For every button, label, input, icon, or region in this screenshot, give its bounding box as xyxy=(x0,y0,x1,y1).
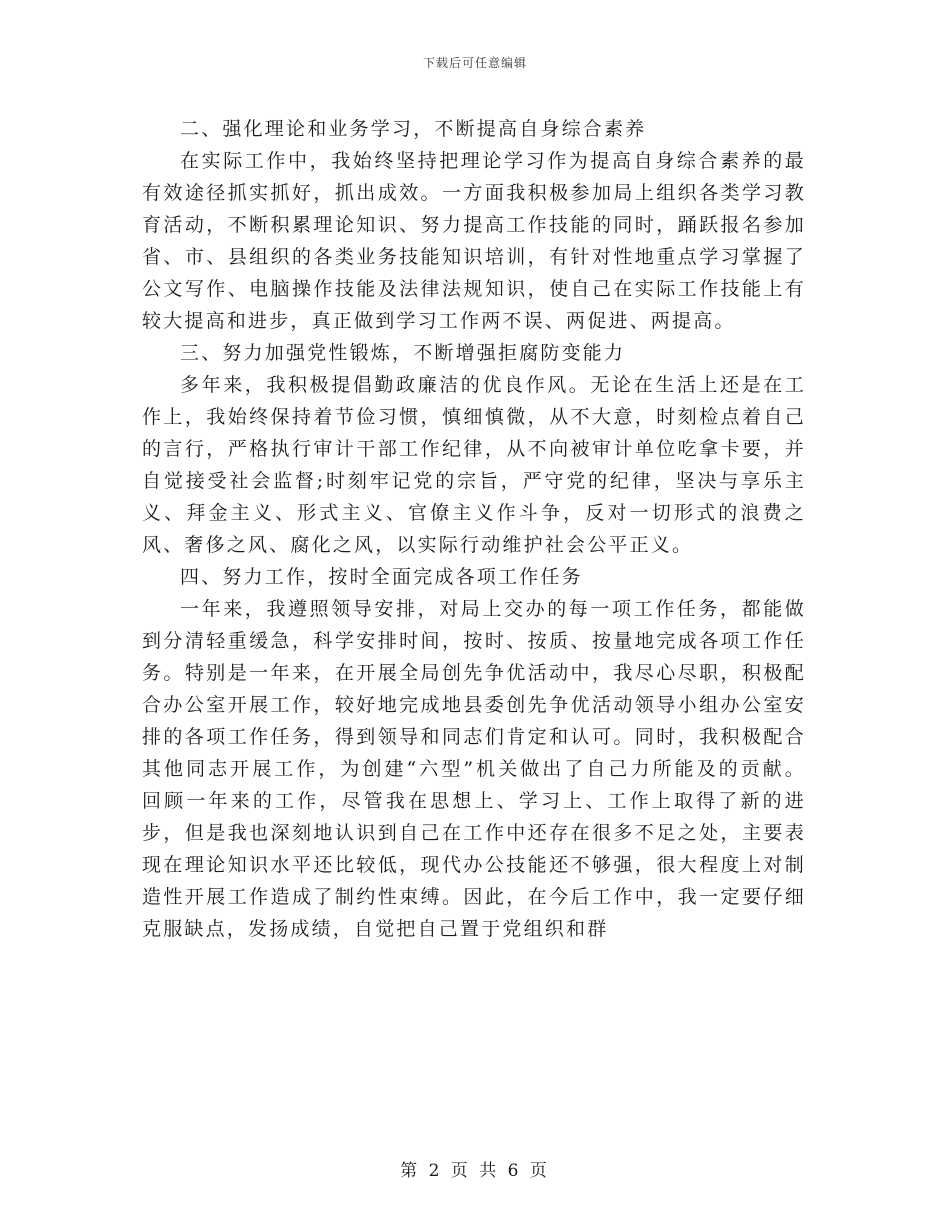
section-heading-2: 二、强化理论和业务学习，不断提高自身综合素养 xyxy=(180,118,647,140)
section-heading-3: 三、努力加强党性锻炼，不断增强拒腐防变能力 xyxy=(180,342,626,364)
paragraph-work: 一年来，我遵照领导安排，对局上交办的每一项工作任务，都能做到分清轻重缓急，科学安排时间，按时、按质、按量地完成各项工作任务。特别是一年来，在开展全局创先争优活动中，我尽心尽职，积极配合办公室开展工作，较好地完成地县委创先争优活动领导小组办公室安排的各项工作任务，得到领导和同志们肯定和认可。同时，我积极配合其他同志开展工作，为创建“六型”机关做出了自己力所能及的贡献。 回顾一年来的工作，尽管我在思想上、学习上、工作上取得了新的进步，但是我也深刻地认识到自己在工作中还存在很多不足之处，主要表现在理论知识水平还比较低，现代办公技能还不够强，很大程度上对制造性开展工作造成了制约性束缚。因此，在今后工作中，我一定要仔细克服缺点，发扬成绩，自觉把自己置于党组织和群 xyxy=(142,598,806,940)
paragraph-integrity: 多年来，我积极提倡勤政廉洁的优良作风。无论在生活上还是在工作上，我始终保持着节俭习惯，慎细慎微，从不大意，时刻检点着自己的言行，严格执行审计干部工作纪律，从不向被审计单位吃拿卡要，并自觉接受社会监督;时刻牢记党的宗旨，严守党的纪律，坚决与享乐主义、拜金主义、形式主义、官僚主义作斗争，反对一切形式的浪费之风、奢侈之风、腐化之风，以实际行动维护社会公平正义。 xyxy=(142,374,806,556)
document-body xyxy=(142,113,806,945)
page-number-footer: 第 2 页 共 6 页 xyxy=(400,1161,550,1181)
header-note: 下载后可任意编辑 xyxy=(422,56,527,70)
section-heading-4: 四、努力工作，按时全面完成各项工作任务 xyxy=(180,566,583,588)
paragraph-study: 在实际工作中，我始终坚持把理论学习作为提高自身综合素养的最有效途径抓实抓好，抓出成效。一方面我积极参加局上组织各类学习教育活动，不断积累理论知识、努力提高工作技能的同时，踊跃报名参加省、市、县组织的各类业务技能知识培训，有针对性地重点学习掌握了公文写作、电脑操作技能及法律法规知识，使自己在实际工作技能上有较大提高和进步，真正做到学习工作两不误、两促进、两提高。 xyxy=(142,150,806,332)
